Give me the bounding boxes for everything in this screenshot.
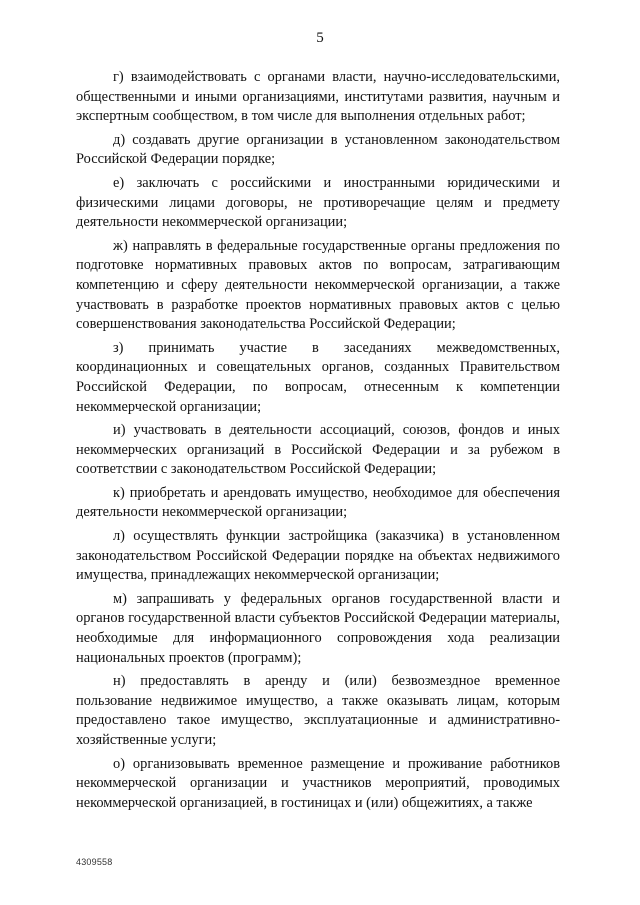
paragraph-k: к) приобретать и арендовать имущество, необходимое для обеспечения деятельности некоммерческой организации; [76, 484, 560, 521]
paragraph-z: з) принимать участие в заседаниях межведомственных, координационных и совещательных органов, созданных Правительством Российской Федерации, по вопросам, отнесенным к компетенции некоммерческой организации; [76, 339, 560, 415]
paragraph-zh: ж) направлять в федеральные государственные органы предложения по подготовке нормативных правовых актов по вопросам, затрагивающим компетенцию и сферу деятельности некоммерческой организации, а также участвовать в разработке проектов нормативных правовых актов с целью совершенствования законодательства Российской Федерации; [76, 237, 560, 333]
document-body [76, 68, 560, 817]
paragraph-o: о) организовывать временное размещение и проживание работников некоммерческой организации и участников мероприятий, проводимых некоммерческой организацией, в гостиницах и (или) общежитиях, а также [76, 755, 560, 811]
paragraph-l: л) осуществлять функции застройщика (заказчика) в установленном законодательством Российской Федерации порядке на объектах недвижимого имущества, принадлежащих некоммерческой организации; [76, 528, 560, 584]
page-number: 5 [316, 30, 324, 46]
paragraph-m: м) запрашивать у федеральных органов государственной власти и органов государственной власти субъектов Российской Федерации материалы, необходимые для информационного сопровождения хода реализации национальных проектов (программ); [76, 590, 560, 666]
paragraph-n: н) предоставлять в аренду и (или) безвозмездное временное пользование недвижимое имущество, а также оказывать лицам, которым предоставлено такое имущество, эксплуатационные и административно-хозяйственные услуги; [76, 673, 560, 748]
paragraph-d: д) создавать другие организации в установленном законодательством Российской Федерации порядке; [76, 131, 560, 168]
paragraph-g: г) взаимодействовать с органами власти, научно-исследовательскими, общественными и иными организациями, институтами развития, научным и экспертным сообществом, в том числе для выполнения отдельных работ; [76, 69, 560, 125]
document-code: 4309558 [76, 857, 113, 867]
paragraph-i: и) участвовать в деятельности ассоциаций, союзов, фондов и иных некоммерческих организаций в Российской Федерации и за рубежом в соответствии с законодательством Российской Федерации; [76, 422, 560, 478]
paragraph-e: е) заключать с российскими и иностранными юридическими и физическими лицами договоры, не противоречащие целям и предмету деятельности некоммерческой организации; [76, 174, 560, 231]
